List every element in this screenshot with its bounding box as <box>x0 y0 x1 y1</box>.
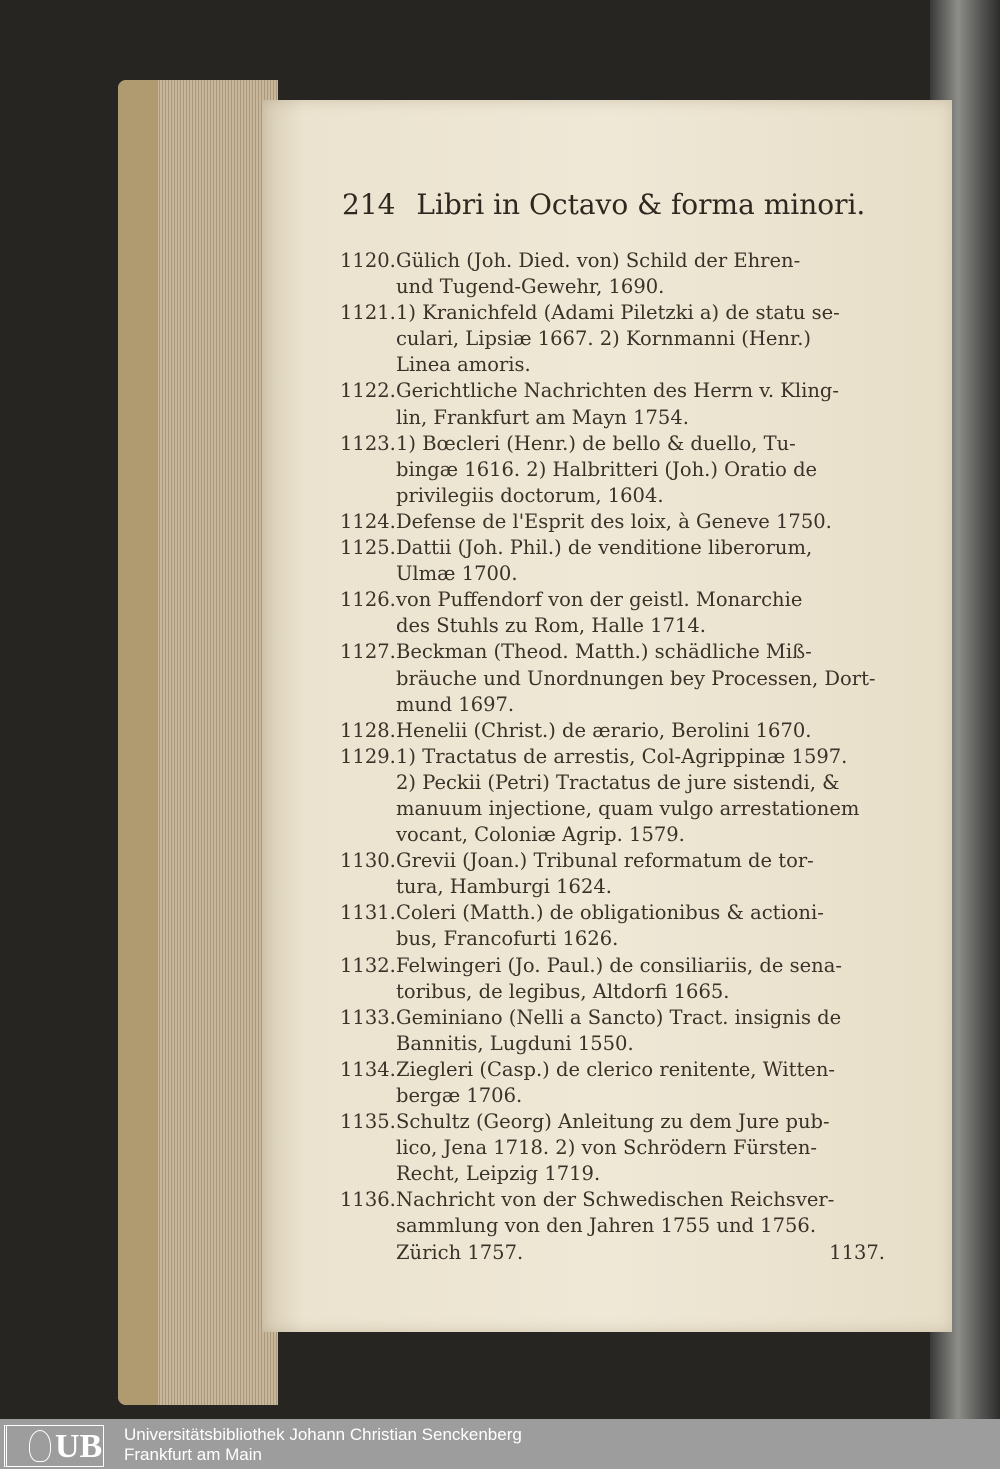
entry-text: Dattii (Joh. Phil.) de venditione liberorum, <box>396 536 813 560</box>
entry-line <box>340 718 885 744</box>
catalog-entry <box>340 1109 885 1187</box>
entry-number: 1134. <box>340 1057 396 1081</box>
entry-number: 1135. <box>340 1110 396 1134</box>
entry-text: und Tugend-Gewehr, 1690. <box>396 275 665 299</box>
entry-line <box>340 300 885 326</box>
entry-line <box>340 561 885 587</box>
entry-line <box>340 796 885 822</box>
entry-text: bergæ 1706. <box>396 1084 523 1107</box>
catchword: 1137. <box>829 1240 885 1264</box>
entry-number: 1132. <box>340 953 396 977</box>
entry-text: Grevii (Joan.) Tribunal reformatum de tor- <box>396 849 814 873</box>
catalog-entry <box>340 1057 885 1109</box>
entry-number: 1131. <box>340 901 396 925</box>
library-city: Frankfurt am Main <box>124 1445 262 1464</box>
entry-text: 1) Bœcleri (Henr.) de bello & duello, Tu- <box>396 431 796 455</box>
entry-text: 2) Peckii (Petri) Tractatus de jure sistendi, & <box>396 770 840 794</box>
entry-line <box>340 431 885 457</box>
entry-text: Ulmæ 1700. <box>396 562 518 586</box>
entry-line <box>340 248 885 274</box>
entry-text: bingæ 1616. 2) Halbritteri (Joh.) Oratio de <box>396 457 818 481</box>
entry-line <box>340 1187 885 1213</box>
logo-text: UB <box>55 1428 103 1465</box>
entry-text: lin, Frankfurt am Mayn 1754. <box>396 405 689 429</box>
entry-text: Ziegleri (Casp.) de clerico renitente, Witten- <box>396 1057 835 1081</box>
entry-text: culari, Lipsiæ 1667. 2) Kornmanni (Henr.) <box>396 327 812 351</box>
catalog-entry <box>340 248 885 300</box>
catalog-entry <box>340 718 885 744</box>
entry-text: sammlung von den Jahren 1755 und 1756. <box>396 1214 817 1238</box>
entry-line <box>340 1109 885 1135</box>
entry-line <box>340 1057 885 1083</box>
entry-line <box>340 378 885 404</box>
entry-number: 1121. <box>340 301 396 325</box>
entry-text: tura, Hamburgi 1624. <box>396 875 612 899</box>
catalog-entry <box>340 509 885 535</box>
catalog-entry <box>340 900 885 952</box>
catalog-entry <box>340 535 885 587</box>
entry-text: Bannitis, Lugduni 1550. <box>396 1031 634 1055</box>
entry-text: vocant, Coloniæ Agrip. 1579. <box>396 823 685 847</box>
entry-line <box>340 926 885 952</box>
entry-text: 1) Kranichfeld (Adami Piletzki a) de statu se- <box>396 301 840 325</box>
entry-text: von Puffendorf von der geistl. Monarchie <box>396 588 803 612</box>
entry-line <box>340 274 885 300</box>
entry-text: Defense de l'Esprit des loix, à Geneve 1750. <box>396 509 832 533</box>
entry-text: Recht, Leipzig 1719. <box>396 1162 601 1186</box>
entry-line <box>340 483 885 509</box>
catalog-entry <box>340 300 885 378</box>
entry-line <box>340 1213 885 1239</box>
entry-line <box>340 639 885 665</box>
entry-line <box>340 1031 885 1057</box>
entry-text: Zürich 1757. <box>396 1240 524 1264</box>
catalog-entry <box>340 848 885 900</box>
entry-text: Felwingeri (Jo. Paul.) de consiliariis, de sena- <box>396 953 842 977</box>
entry-number: 1127. <box>340 640 396 664</box>
entry-line <box>340 1240 885 1266</box>
entry-text: Linea amoris. <box>396 353 531 377</box>
catalog-entry <box>340 378 885 430</box>
entry-number: 1133. <box>340 1005 396 1029</box>
entry-text: manuum injectione, quam vulgo arrestationem <box>396 796 860 820</box>
entry-line <box>340 900 885 926</box>
entry-line <box>340 352 885 378</box>
entry-line <box>340 613 885 639</box>
entry-line <box>340 744 885 770</box>
portrait-icon <box>29 1430 51 1462</box>
entry-number: 1130. <box>340 849 396 873</box>
entry-line <box>340 770 885 796</box>
book-cover-edge <box>118 80 158 1405</box>
entry-line <box>340 1083 885 1109</box>
entry-number: 1122. <box>340 379 396 403</box>
entry-line <box>340 405 885 431</box>
entry-line <box>340 1135 885 1161</box>
entry-text: Geminiano (Nelli a Sancto) Tract. insignis de <box>396 1005 842 1029</box>
entry-text: toribus, de legibus, Altdorfi 1665. <box>396 979 730 1003</box>
catalog-entry <box>340 639 885 717</box>
entry-line <box>340 848 885 874</box>
entry-text: privilegiis doctorum, 1604. <box>396 483 664 507</box>
entry-number: 1123. <box>340 431 396 455</box>
entry-text: Nachricht von der Schwedischen Reichsver- <box>396 1188 835 1212</box>
library-name: Universitätsbibliothek Johann Christian Senckenberg <box>124 1425 522 1444</box>
entry-number: 1125. <box>340 536 396 560</box>
entry-text: Coleri (Matth.) de obligationibus & actioni- <box>396 901 824 925</box>
entry-text: lico, Jena 1718. 2) von Schrödern Fürsten- <box>396 1136 817 1160</box>
entry-text: mund 1697. <box>396 692 515 716</box>
page-number: 214 <box>342 188 396 221</box>
footer-bar <box>0 1419 1000 1469</box>
entry-line <box>340 326 885 352</box>
entry-text: Schultz (Georg) Anleitung zu dem Jure pub- <box>396 1110 830 1134</box>
catalog-entry <box>340 587 885 639</box>
catalog-entry <box>340 744 885 848</box>
entry-number: 1129. <box>340 744 396 768</box>
entry-text: Henelii (Christ.) de ærario, Berolini 1670. <box>396 718 812 742</box>
library-logo[interactable] <box>4 1425 104 1467</box>
catalog-entry <box>340 953 885 1005</box>
entry-number: 1128. <box>340 718 396 742</box>
entry-number: 1124. <box>340 509 396 533</box>
entry-line <box>340 457 885 483</box>
entry-line <box>340 587 885 613</box>
entry-number: 1136. <box>340 1188 396 1212</box>
entry-line <box>340 979 885 1005</box>
entry-text: Gerichtliche Nachrichten des Herrn v. Kling- <box>396 379 839 403</box>
entry-text: bus, Francofurti 1626. <box>396 927 619 951</box>
entry-text: bräuche und Unordnungen bey Processen, Dort- <box>396 666 876 690</box>
entry-line <box>340 822 885 848</box>
entry-line <box>340 535 885 561</box>
entry-line <box>340 874 885 900</box>
entry-line <box>340 1005 885 1031</box>
entry-number: 1126. <box>340 588 396 612</box>
entry-text: des Stuhls zu Rom, Halle 1714. <box>396 614 706 638</box>
page-title: Libri in Octavo & forma minori. <box>416 188 866 221</box>
entry-text: Beckman (Theod. Matth.) schädliche Miß- <box>396 640 812 664</box>
entry-line <box>340 509 885 535</box>
page-header <box>342 188 865 221</box>
entry-line <box>340 666 885 692</box>
entry-number: 1120. <box>340 249 396 272</box>
catalog-entries <box>340 248 885 1266</box>
entry-line <box>340 692 885 718</box>
entry-line <box>340 953 885 979</box>
catalog-entry <box>340 1005 885 1057</box>
catalog-entry <box>340 1187 885 1265</box>
catalog-entry <box>340 431 885 509</box>
entry-line <box>340 1161 885 1187</box>
entry-text: 1) Tractatus de arrestis, Col-Agrippinæ 1597. <box>396 744 848 768</box>
entry-text: Gülich (Joh. Died. von) Schild der Ehren- <box>396 249 801 272</box>
